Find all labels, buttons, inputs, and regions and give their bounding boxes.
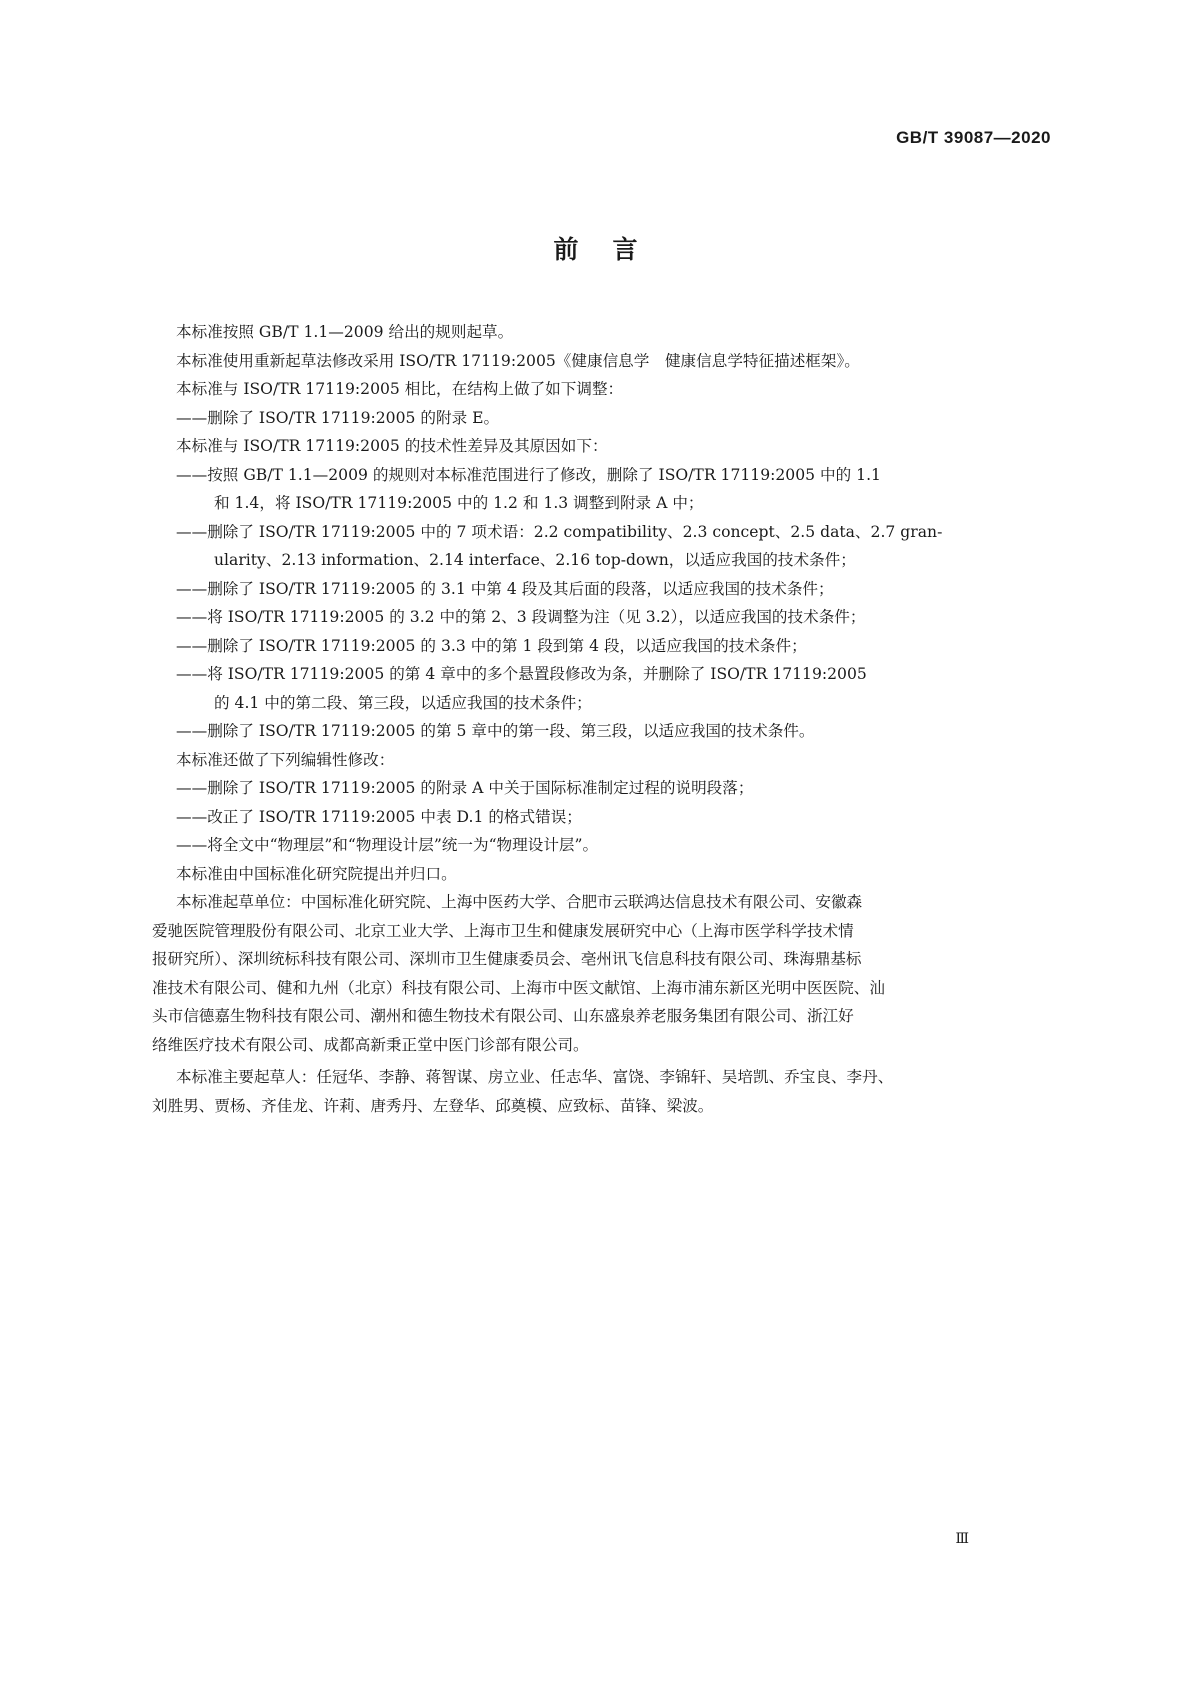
paragraph-line: 爱驰医院管理股份有限公司、北京工业大学、上海市卫生和健康发展研究中心（上海市医学科学技术情: [152, 921, 854, 940]
list-item: ——改正了 ISO/TR 17119:2005 中表 D.1 的格式错误；: [176, 807, 582, 826]
list-item: ——删除了 ISO/TR 17119:2005 的 3.1 中第 4 段及其后面的段落，以适应我国的技术条件；: [176, 579, 834, 598]
list-item: [176, 660, 1056, 717]
paragraph-line: 本标准主要起草人：任冠华、李静、蒋智谋、房立业、任志华、富饶、李锦轩、吴培凯、乔宝良、李丹、: [176, 1068, 894, 1086]
paragraph-editorial-changes: 本标准还做了下列编辑性修改：: [176, 750, 395, 769]
list-item-line: ——将 ISO/TR 17119:2005 的第 4 章中的多个悬置段修改为条，并删除了 ISO/TR 17119:2005: [176, 665, 867, 683]
paragraph-proposer: 本标准由中国标准化研究院提出并归口。: [176, 864, 457, 883]
paragraph-drafting-rules: 本标准按照 GB/T 1.1—2009 给出的规则起草。: [176, 323, 514, 341]
list-item-continuation: ularity、2.13 information、2.14 interface、2.16 top-down，以适应我国的技术条件；: [214, 551, 856, 569]
paragraph-technical-differences: 本标准与 ISO/TR 17119:2005 的技术性差异及其原因如下：: [176, 437, 608, 455]
paragraph-line: 刘胜男、贾杨、齐佳龙、许莉、唐秀丹、左登华、邱奠模、应致标、苗锋、梁波。: [152, 1096, 714, 1115]
list-item-continuation: 的 4.1 中的第二段、第三段，以适应我国的技术条件；: [214, 693, 592, 712]
paragraph-line: 本标准起草单位：中国标准化研究院、上海中医药大学、合肥市云联鸿达信息技术有限公司、安徽森: [176, 893, 863, 911]
paragraph-line: 络维医疗技术有限公司、成都高新秉正堂中医门诊部有限公司。: [152, 1035, 589, 1054]
paragraph-line: 头市信德嘉生物科技有限公司、潮州和德生物技术有限公司、山东盛泉养老服务集团有限公司、浙江好: [152, 1007, 854, 1025]
paragraph-line: 报研究所）、深圳统标科技有限公司、深圳市卫生健康委员会、亳州讯飞信息科技有限公司、珠海鼎基标: [152, 950, 862, 968]
paragraph-structure-changes: 本标准与 ISO/TR 17119:2005 相比，在结构上做了如下调整：: [176, 380, 624, 398]
standard-code: GB/T 39087—2020: [896, 128, 1051, 147]
list-item: ——将 ISO/TR 17119:2005 的 3.2 中的第 2、3 段调整为注（见 3.2），以适应我国的技术条件；: [176, 608, 866, 626]
list-item-line: ——删除了 ISO/TR 17119:2005 中的 7 项术语：2.2 compatibility、2.3 concept、2.5 data、2.7 gran-: [176, 522, 943, 541]
list-item: ——删除了 ISO/TR 17119:2005 的 3.3 中的第 1 段到第 4 段，以适应我国的技术条件；: [176, 636, 807, 655]
list-item: ——删除了 ISO/TR 17119:2005 的附录 A 中关于国际标准制定过程的说明段落；: [176, 779, 754, 797]
list-item: ——将全文中“物理层”和“物理设计层”统一为“物理设计层”。: [176, 836, 599, 854]
list-item: [176, 518, 1056, 575]
paragraph-drafting-units: [152, 888, 1056, 1059]
page-title: 前言: [553, 235, 672, 264]
page-number: Ⅲ: [955, 1532, 969, 1547]
list-item: ——删除了 ISO/TR 17119:2005 的附录 E。: [176, 408, 500, 427]
list-item-line: ——按照 GB/T 1.1—2009 的规则对本标准范围进行了修改，删除了 ISO/TR 17119:2005 中的 1.1: [176, 465, 881, 484]
paragraph-line: 准技术有限公司、健和九州（北京）科技有限公司、上海市中医文献馆、上海市浦东新区光明中医医院、汕: [152, 978, 885, 997]
paragraph-adoption: 本标准使用重新起草法修改采用 ISO/TR 17119:2005《健康信息学 健康信息学特征描述框架》。: [176, 351, 860, 370]
list-item: ——删除了 ISO/TR 17119:2005 的第 5 章中的第一段、第三段，以适应我国的技术条件。: [176, 722, 815, 740]
list-item-continuation: 和 1.4，将 ISO/TR 17119:2005 中的 1.2 和 1.3 调整到附录 A 中；: [214, 494, 704, 512]
paragraph-main-drafters: [152, 1063, 1056, 1120]
list-item: [176, 461, 1056, 518]
foreword-body: [152, 318, 1056, 1120]
